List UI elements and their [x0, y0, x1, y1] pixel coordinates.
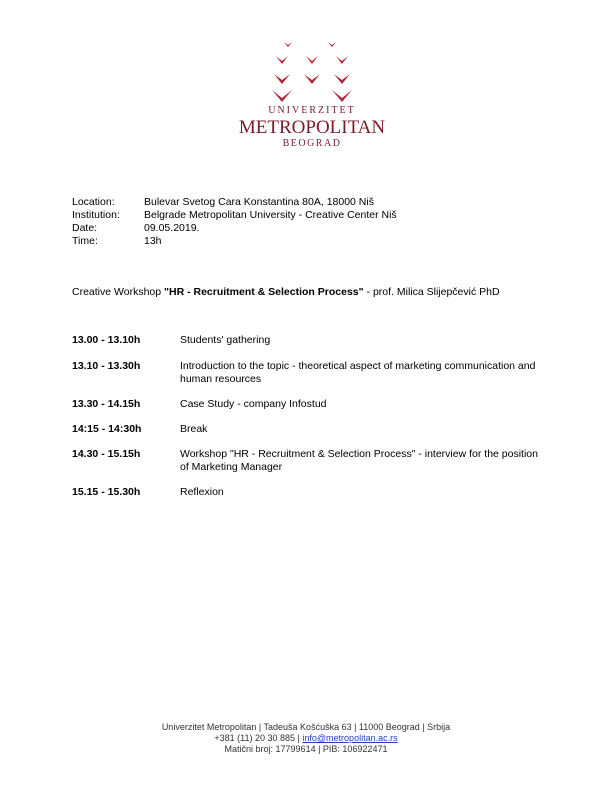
logo-line-univerzitet: UNIVERZITET — [268, 105, 356, 116]
schedule-row — [72, 486, 542, 499]
schedule-desc: Reflexion — [180, 486, 224, 498]
intro-suffix: - prof. Milica Slijepčević PhD — [363, 286, 500, 298]
meta-label: Location: — [72, 196, 115, 208]
schedule-time: 13.10 - 13.30h — [72, 360, 141, 372]
schedule-row — [72, 334, 542, 347]
chevron-pyramid-icon — [272, 42, 352, 102]
meta-row-institution — [72, 209, 397, 222]
meta-value: Belgrade Metropolitan University - Creative Center Niš — [144, 209, 397, 221]
university-logo — [232, 38, 392, 150]
schedule-row — [72, 448, 542, 474]
schedule-desc: Workshop "HR - Recruitment & Selection Process" - interview for the position of Marketing Manager — [180, 448, 538, 473]
footer-phone: +381 (11) 20 30 885 | — [214, 733, 303, 743]
workshop-intro — [72, 286, 500, 298]
footer-registry: Matični broj: 17799614 | PIB: 106922471 — [224, 744, 388, 754]
schedule-list — [72, 334, 542, 499]
schedule-row — [72, 398, 542, 411]
schedule-time: 14.30 - 15.15h — [72, 448, 141, 460]
schedule-time: 15.15 - 15.30h — [72, 486, 141, 498]
footer-email-link[interactable]: info@metropolitan.ac.rs — [302, 733, 398, 743]
event-meta — [72, 196, 397, 248]
schedule-time: 13.30 - 14.15h — [72, 398, 141, 410]
intro-title: "HR - Recruitment & Selection Process" — [164, 286, 364, 298]
meta-row-location — [72, 196, 397, 209]
meta-label: Time: — [72, 235, 98, 247]
footer-address: Univerzitet Metropolitan | Tadeuša Košćuška 63 | 11000 Beograd | Srbija — [161, 722, 451, 732]
footer-contact — [0, 733, 612, 744]
logo-line-metropolitan: METROPOLITAN — [238, 117, 386, 138]
meta-row-date — [72, 222, 397, 235]
schedule-desc: Students' gathering — [180, 334, 271, 346]
schedule-desc: Break — [180, 423, 208, 435]
logo-line-beograd: BEOGRAD — [282, 138, 342, 149]
meta-value: 13h — [144, 235, 162, 247]
meta-value: 09.05.2019. — [144, 222, 200, 234]
meta-row-time — [72, 235, 397, 248]
schedule-desc: Introduction to the topic - theoretical aspect of marketing communication and human resources — [180, 360, 536, 385]
meta-value: Bulevar Svetog Cara Konstantina 80A, 18000 Niš — [144, 196, 374, 208]
page-footer — [0, 722, 612, 755]
schedule-time: 13.00 - 13.10h — [72, 334, 141, 346]
schedule-desc: Case Study - company Infostud — [180, 398, 327, 410]
intro-prefix: Creative Workshop — [72, 286, 165, 298]
meta-label: Institution: — [72, 209, 120, 221]
schedule-row — [72, 360, 542, 386]
schedule-row — [72, 423, 542, 436]
schedule-time: 14:15 - 14:30h — [72, 423, 142, 435]
meta-label: Date: — [72, 222, 98, 234]
